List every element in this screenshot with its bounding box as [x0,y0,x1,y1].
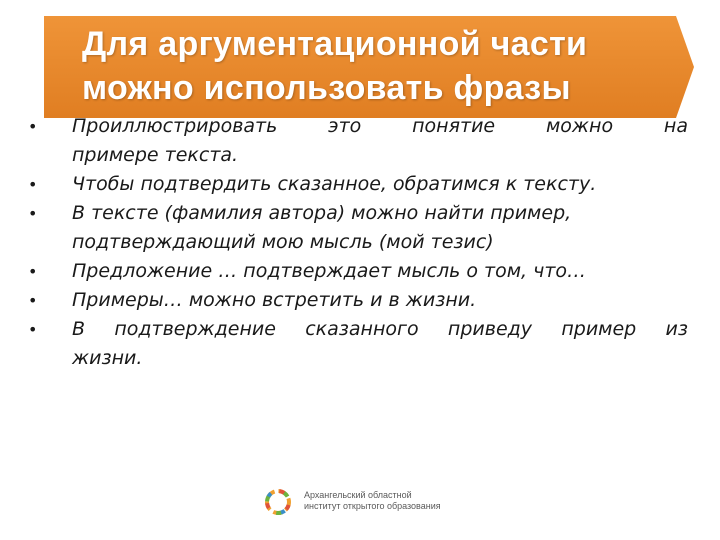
list-item [28,315,688,373]
bullet-icon: • [28,291,38,310]
list-item [28,170,688,199]
bullet-icon: • [28,117,38,136]
list-item-text-continued: примере текста. [72,144,239,166]
logo-text [304,490,484,512]
list-item-text: В подтверждение сказанного приведу пример из [72,318,688,340]
bullet-icon: • [28,204,38,223]
list-item-text: Проиллюстрировать это понятие можно на [72,115,688,137]
list-item-text: В тексте (фамилия автора) можно найти пример, [72,202,572,224]
list-item-text: Примеры… можно встретить и в жизни. [72,289,477,311]
list-item-text: Чтобы подтвердить сказанное, обратимся к тексту. [72,173,597,195]
list-item [28,112,688,170]
list-item [28,257,688,286]
title-line-1: Для аргументационной части [82,25,588,63]
bullet-icon: • [28,262,38,281]
slide-title [82,22,682,110]
list-item [28,199,688,257]
logo-text-line-2: институт открытого образования [304,501,441,511]
title-line-2: можно использовать фразы [82,69,571,107]
logo-text-line-1: Архангельский областной [304,490,412,500]
list-item-text-continued: жизни. [72,347,143,369]
list-item [28,286,688,315]
title-banner [44,16,694,118]
list-item-text: Предложение … подтверждает мысль о том, что… [72,260,587,282]
bullet-icon: • [28,320,38,339]
bullet-icon: • [28,175,38,194]
list-item-text-continued: подтверждающий мою мысль (мой тезис) [72,231,494,253]
logo-icon [262,486,298,518]
bullet-list [28,112,688,373]
